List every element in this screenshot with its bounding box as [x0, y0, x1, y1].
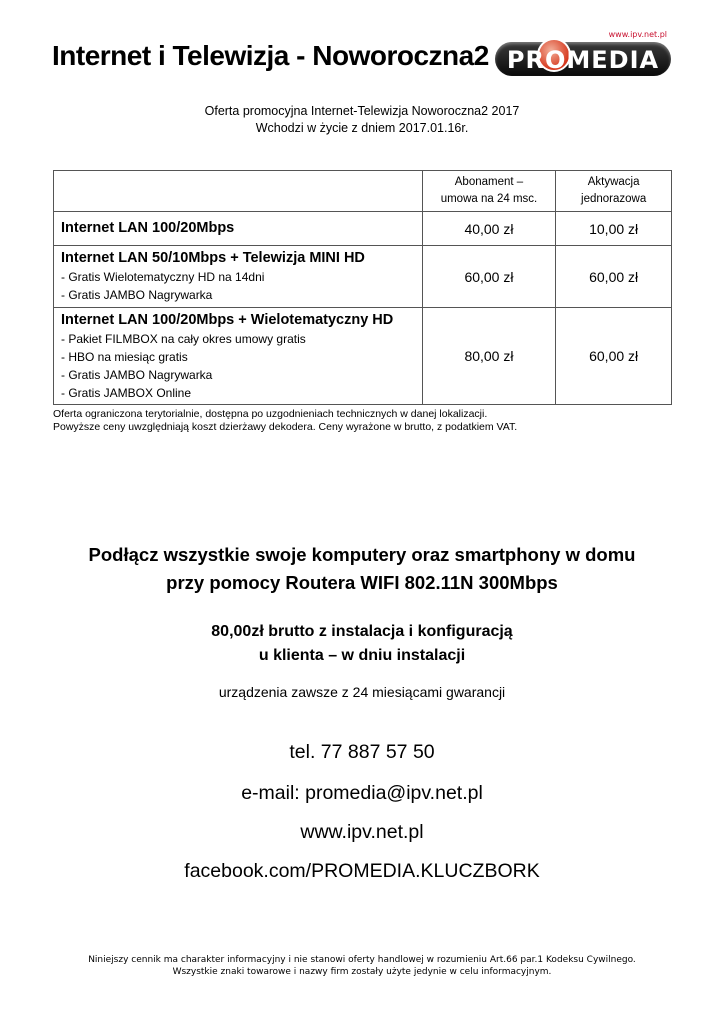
- package-name: Internet LAN 50/10Mbps + Telewizja MINI HD: [61, 250, 365, 266]
- table-row: [54, 212, 672, 246]
- package-cell: [54, 212, 423, 246]
- warranty-text: urządzenia zawsze z 24 miesiącami gwarancji: [218, 684, 506, 700]
- package-extra: - Gratis JAMBO Nagrywarka: [61, 367, 213, 382]
- price-table: [53, 170, 672, 405]
- subscription-price: 40,00 zł: [422, 212, 556, 246]
- subscription-price: 60,00 zł: [422, 246, 556, 308]
- package-extra: - Gratis JAMBOX Online: [61, 385, 192, 400]
- footer-line2: Wszystkie znaki towarowe i nazwy firm zostały użyte jedynie w celu informacyjnym.: [172, 967, 552, 977]
- subscription-price: 80,00 zł: [422, 308, 556, 405]
- contact-email[interactable]: e-mail: promedia@ipv.net.pl: [241, 782, 483, 804]
- note-territorial: Oferta ograniczona terytorialnie, dostępna po uzgodnieniach technicznych w danej lokalizacji.: [53, 408, 488, 420]
- package-extra: - Gratis Wielotematyczny HD na 14dni: [61, 270, 265, 284]
- package-extra: - Pakiet FILMBOX na cały okres umowy gratis: [61, 331, 306, 346]
- legal-footer: [0, 954, 724, 978]
- table-row: [54, 246, 672, 308]
- contact-phone: tel. 77 887 57 50: [289, 741, 435, 763]
- package-name: Internet LAN 100/20Mbps + Wielotematyczny HD: [61, 311, 394, 328]
- page-title: Internet i Telewizja - Noworoczna2: [52, 40, 489, 71]
- logo-url: www.ipv.net.pl: [608, 30, 667, 39]
- header-subscription-line2: umowa na 24 msc.: [440, 193, 538, 205]
- router-promo-line2: przy pomocy Routera WIFI 802.11N 300Mbps: [166, 572, 558, 593]
- header-subscription-line1: Abonament –: [454, 176, 524, 188]
- table-header-row: [54, 171, 672, 212]
- logo-text: PROMEDIA: [506, 46, 660, 74]
- package-cell: [54, 246, 423, 308]
- header-activation-line1: Aktywacja: [587, 176, 640, 188]
- offer-name: Oferta promocyjna Internet-Telewizja Noworoczna2 2017: [204, 104, 520, 118]
- footer-line1: Niniejszy cennik ma charakter informacyjny i nie stanowi oferty handlowej w rozumieniu Art.66 par.1 Kodeksu Cywilnego.: [88, 955, 636, 965]
- promedia-logo: [495, 30, 675, 80]
- activation-price: 10,00 zł: [556, 212, 672, 246]
- package-extra: - Gratis JAMBO Nagrywarka: [61, 288, 213, 302]
- router-price-line2: u klienta – w dniu instalacji: [258, 647, 466, 664]
- header-subscription: [422, 171, 556, 212]
- package-cell: [54, 308, 423, 405]
- contact-facebook[interactable]: facebook.com/PROMEDIA.KLUCZBORK: [184, 860, 540, 882]
- router-price-line1: 80,00zł brutto z instalacja i konfiguracją: [211, 623, 513, 640]
- router-promo-line1: Podłącz wszystkie swoje komputery oraz smartphony w domu: [88, 544, 636, 565]
- offer-date: Wchodzi w życie z dniem 2017.01.16r.: [255, 121, 469, 135]
- activation-price: 60,00 zł: [556, 308, 672, 405]
- header-empty-cell: [54, 171, 423, 212]
- package-extra: - HBO na miesiąc gratis: [61, 349, 188, 364]
- header-activation-line2: jednorazowa: [581, 193, 647, 205]
- activation-price: 60,00 zł: [556, 246, 672, 308]
- note-prices: Powyższe ceny uwzględniają koszt dzierżawy dekodera. Ceny wyrażone w brutto, z podatkiem VAT.: [53, 421, 518, 433]
- header-activation: [556, 171, 672, 212]
- contact-website[interactable]: www.ipv.net.pl: [300, 821, 424, 843]
- table-row: [54, 308, 672, 405]
- package-name: Internet LAN 100/20Mbps: [61, 220, 235, 236]
